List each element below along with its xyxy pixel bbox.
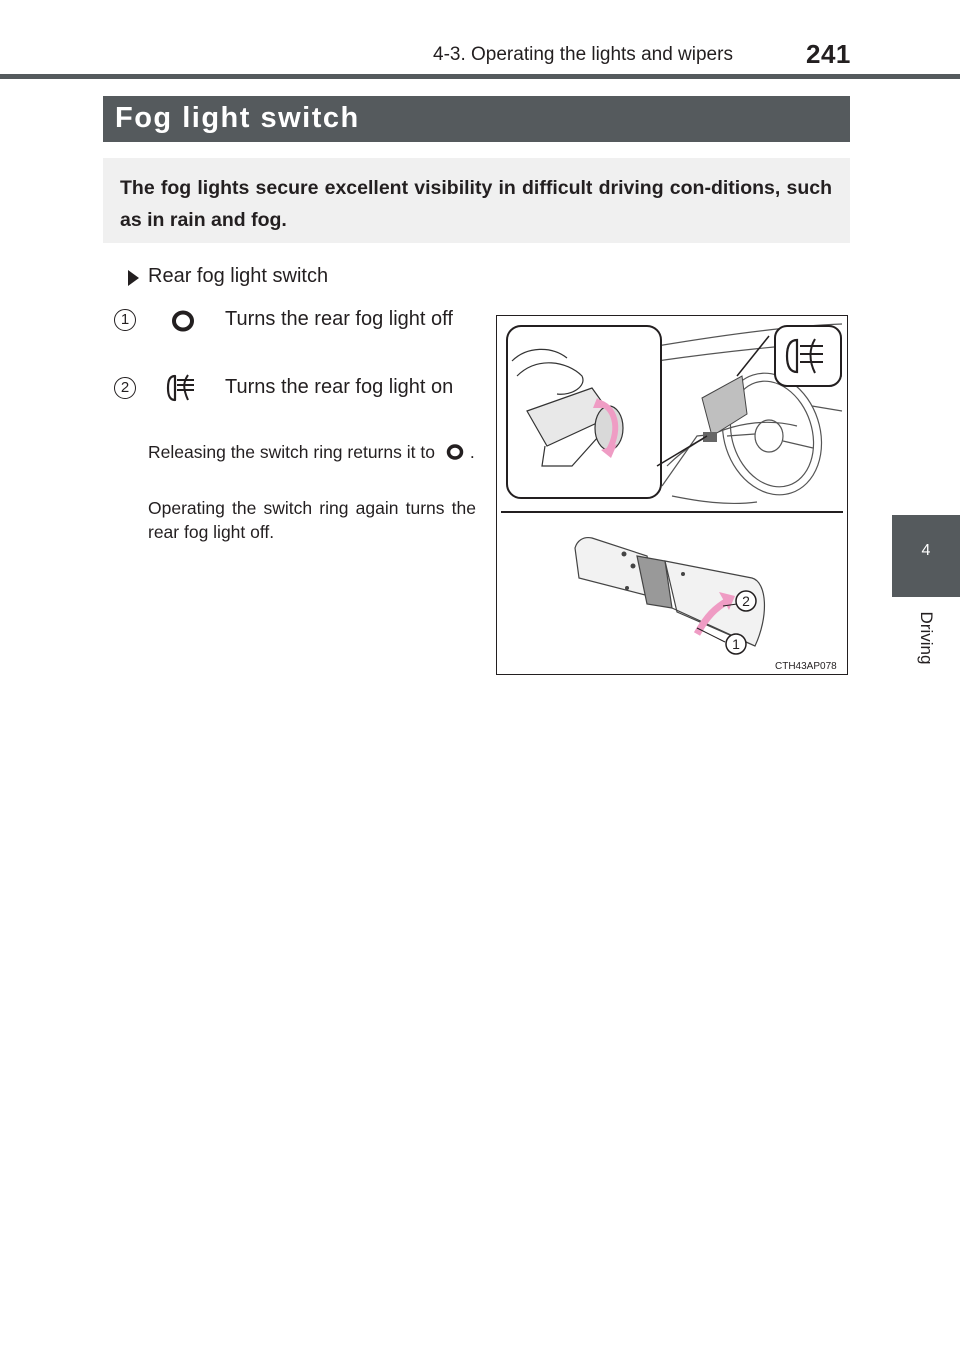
note-again: Operating the switch ring again turns the rear fog light off. [148, 498, 476, 542]
figure-code: CTH43AP078 [775, 661, 837, 672]
fog-light-off-icon [444, 443, 466, 461]
note-release [148, 440, 476, 464]
item-text-1: Turns the rear fog light off [225, 308, 453, 330]
callout-1: 1 [732, 636, 740, 652]
illustration-drawing [497, 316, 847, 674]
section-title: 4-3. Operating the lights and wipers [433, 44, 733, 65]
page-number: 241 [806, 39, 851, 69]
intro-text: The fog lights secure excellent visibility in difficult driving con-ditions, such as in rain and fog. [120, 177, 832, 231]
header-rule [0, 74, 960, 79]
page-title: Fog light switch [115, 102, 360, 134]
subheading: Rear fog light switch [148, 265, 329, 287]
callout-2: 2 [742, 593, 750, 609]
title-banner [103, 96, 850, 142]
intro-box [103, 158, 850, 243]
triangle-bullet-icon [128, 270, 139, 286]
chapter-tab [892, 515, 960, 597]
chapter-number: 4 [921, 542, 931, 559]
rear-fog-light-icon [166, 373, 198, 403]
note-release-end: . [469, 442, 475, 462]
fog-switch-illustration [496, 315, 848, 675]
item-text-2: Turns the rear fog light on [225, 376, 454, 398]
fog-light-off-icon [170, 309, 196, 333]
chapter-label [892, 598, 960, 678]
note-release-text: Releasing the switch ring returns it to [148, 442, 435, 462]
chapter-label-text: Driving [917, 611, 936, 665]
item-number-1: 1 [114, 309, 136, 331]
item-number-2: 2 [114, 377, 136, 399]
